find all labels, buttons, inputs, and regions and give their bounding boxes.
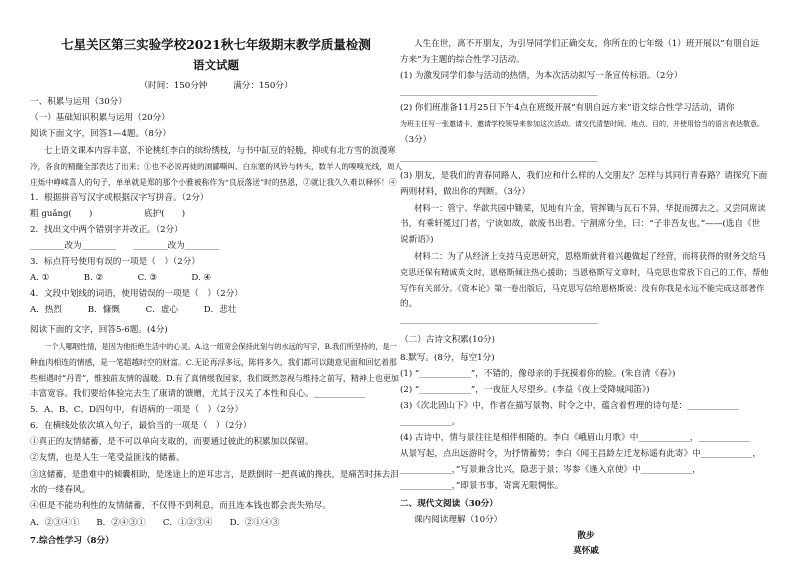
section-heading-2: 二、现代文阅读（30分） — [400, 499, 498, 509]
reading-instruction-2: 阅读下面的文字，回答5-6题。(4分) — [30, 325, 168, 335]
question-3-options: A. ① B. ② C. ③ D. ④ — [30, 273, 212, 283]
passage-2-line: 一个人哪咽性情，是因为他拒绝生活中的心灵。A.这一组宽会保持此刻与的水远的写字，B.我们所坚持的，是一 — [44, 342, 397, 351]
question-2-blanks: ________改为________ ________改为________ — [30, 241, 220, 251]
passage-line: 冷，各食的精髓全部表达了出来；①也不必说再徒的浏鄙嘶叫、白东塞的风铃与转头，数羊人的嗅嗅光线，周人 — [30, 162, 403, 171]
material-1: 说新语》) — [400, 235, 434, 245]
question-6-options: A．②③④① B．②④③① C．①②③④ D．②①④③ — [30, 518, 280, 528]
material-2: 的。 — [400, 299, 418, 309]
question-2: 2．找出文中两个错别字并改正。（2分） — [30, 225, 183, 235]
answer-line[interactable]: ______________________________________________ — [400, 153, 598, 163]
activity-intro: 方来”为主题的综合性学习活动。 — [400, 55, 525, 65]
answer-line[interactable]: ______________________________________________ — [400, 315, 598, 325]
material-2: 克思还保有精诚英文时，恩格斯倾注热心援助；当恩格斯写文章时，马克思也常放下自己的工作，帮他 — [400, 267, 769, 277]
question-3: 3．标点符号使用有误的一项是（ ）（2分） — [30, 257, 200, 267]
passage-line: 七上语文课本内容丰富，不论桃红李白的缤纷绣枝，与书中缸豆的轻脆，抑或有北方雪的浪漫寒 — [44, 145, 396, 155]
task-2-score: （3分） — [400, 135, 432, 145]
article-title: 散步 — [577, 531, 595, 541]
sentence-option: ④但是不能功利性的友情储蓄，不仅得不到利息，而且连本钱也都会丧失殆尽。 — [30, 501, 331, 511]
subsection-heading: （一）基础知识积累与运用（20分） — [30, 113, 170, 123]
article-author: 莫怀戚 — [573, 546, 599, 556]
sentence-option: ②友情，也是人生一笔受益匪浅的储蓄。 — [30, 453, 185, 463]
question-5: 5．A、B、C、D四句中，有语病的一项是（ ）（2分） — [30, 405, 244, 415]
dictation-item: 从景写起，点出远游时令，为抒情蓄势；李白《闻王昌龄左迁龙标遥有此寄》中____________， — [400, 449, 761, 459]
passage-line: 庄烁中峥嵘喜人的句子，单单就是郑的那个小雅被称作为“良辰落送”时的热恩，②就让我久久难以释怀！④ — [30, 178, 397, 187]
exam-title: 七星关区第三实验学校2021秋七年级期末教学质量检测 — [61, 37, 371, 52]
left-column — [30, 0, 402, 561]
dictation-item: (1) “____________”，不错的，像母亲的手抚摸着你的脸。(朱自清《春》) — [400, 369, 676, 379]
question-8: 8.默写。(8分，每空1分) — [400, 353, 495, 363]
passage-2-line: 丰富宽容。我们要给体验完去生了康请的馈赠，尤其于汉关了本性和良心。____________ — [30, 389, 366, 399]
sentence-option: 水的一缕春风。 — [30, 485, 91, 495]
question-7-heading: 7.综合性学习（8分） — [30, 536, 114, 546]
sentence-option: ①真正的友情储蓄，是不可以单向支取的，而要通过彼此的积累加以保留。 — [30, 437, 314, 447]
material-2: 材料二：为了从经济上支持马克思研究，恩格斯就背着兴趣做起了经营，而将获得的财务交给马 — [414, 251, 766, 261]
exam-subtitle: 语文试题 — [193, 58, 239, 72]
reading-instruction: 阅读下面文字，回答1—4题。（8分） — [30, 129, 172, 139]
material-1: 书，有乘轩冕过门者，宁读如故，歆废书出看。宁割席分坐，曰：“子非吾友也。”——(选自《世 — [400, 219, 761, 229]
passage-2-line: 些相遇时“丹青”，惟独前友情的温暖。D.有了真情缓我国家，我们既然忽视与维持之前写，精神上也更加 — [30, 374, 399, 383]
task-2: (2) 你们班准备11月25日下午4点在班级开展“有朋自远方来”语文综合性学习活动，请你 — [400, 103, 735, 113]
question-1: 1．根据拼音写汉字或根据汉字写拼音。（2分） — [30, 193, 209, 203]
material-1: 材料一：管宁、华歆共园中锄菜，见地有片金，管挥锄与瓦石不异，华捉而掷去之。又尝同席读 — [414, 203, 766, 213]
passage-2-line: 种血肉相连的情感，是一笔超越时空的财富。C.无论再浮多远，陈将多久，我们都可以随意见面和回忆着那 — [30, 358, 397, 367]
question-1-items: 粗 guǎng( ) 底护( ) — [30, 209, 186, 219]
reading-section-label: 课内阅读理解（10分） — [414, 515, 503, 525]
activity-intro: 人生在世，离不开朋友，为引导同学们正确交友，你所在的七年级（1）班开展以“有朋自远 — [414, 39, 760, 49]
task-3: 两则材料，做出你的判断。（3分） — [400, 187, 531, 197]
dictation-item: ____________，”写景兼含比兴，隐悲于景；岑参《逢入京使》中____________， — [400, 465, 701, 475]
dictation-item: (3)《次北固山下》中，作者在描写景物、时令之中，蕴含着哲理的诗句是：____________ — [400, 401, 739, 411]
task-1: (1) 为激发同学们参与活动的热情，为本次活动拟写一条宣传标语。（2分） — [400, 71, 683, 81]
task-2: 为班主任写一张邀请卡，邀请学校领导来参加这次活动。请交代清楚时间、地点、目的，并使用恰当的语言表达敬意。 — [400, 120, 764, 128]
question-6: 6．在横线处依次填入句子，最恰当的一项是（ ）（2分） — [30, 421, 252, 431]
question-4: 4．文段中划线的词语，使用错误的一项是（ ）（2分） — [30, 289, 243, 299]
material-2: 写作有关部分。《资本论》第一卷出版后，马克思写信给恩格斯说：没有你我是永远不能完成这部著作 — [400, 283, 765, 293]
right-column — [400, 0, 772, 561]
sentence-option: ③这储蓄，是患难中的倾囊相助，是迷途上的逆耳忠言，是跌倒时一把真诚的搀扶，是痛苦时抹去泪 — [30, 469, 399, 479]
dictation-item: (4) 古诗中，情与景往往是相伴相随的。李白《峨眉山月歌》中____________，____________ — [400, 433, 751, 443]
subsection-heading: （二）古诗文积累(10分) — [400, 335, 495, 345]
dictation-item: ____________。 — [400, 417, 461, 427]
dictation-item: ____________，”即景书事，寄寓无限惆怅。 — [400, 481, 564, 491]
question-4-options: A．热烈 B．慷慨 C．虚心 D．悲壮 — [30, 305, 237, 315]
section-heading: 一、积累与运用（30分） — [30, 97, 127, 107]
exam-time-score: （时间：150分钟 满分：150分） — [139, 81, 293, 91]
answer-line[interactable]: ______________________________________________ — [400, 87, 598, 97]
task-3: (3) 朋友，是我们的青春同路人，我们应和什么样的人交朋友？怎样与其同行青春路？请探究下面 — [400, 171, 768, 181]
dictation-item: (2) “____________”，一夜征人尽望乡。(李益《夜上受降城闻笛》) — [400, 385, 650, 395]
